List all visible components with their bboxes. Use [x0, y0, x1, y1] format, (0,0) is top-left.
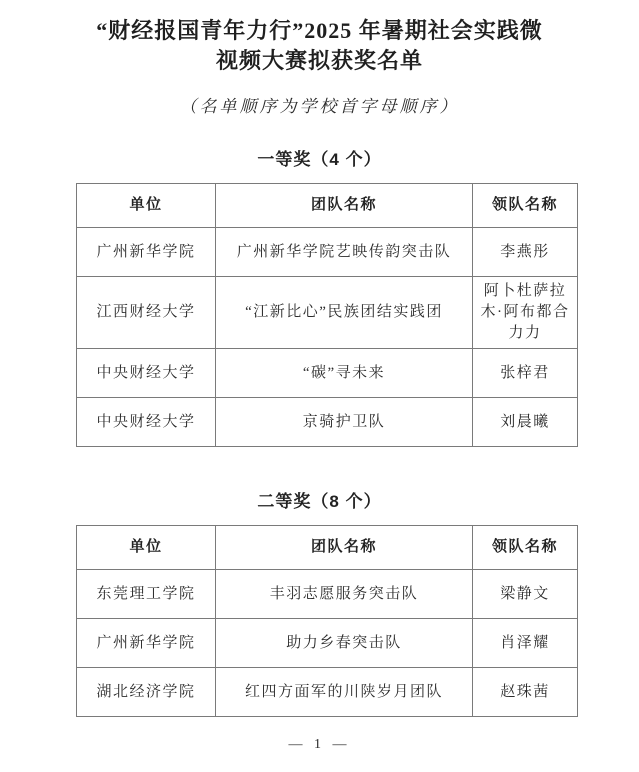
- second-prize-table: [76, 525, 578, 717]
- document-subtitle: （名单顺序为学校首字母顺序）: [179, 97, 460, 116]
- cell-team: 助力乡春突击队: [216, 619, 473, 668]
- document-title-line2: 视频大赛拟获奖名单: [215, 48, 423, 73]
- section-heading-first-prize: 一等奖（4 个）: [257, 150, 382, 169]
- cell-leader: 梁静文: [473, 570, 578, 619]
- table-header-row: [77, 526, 578, 570]
- cell-team: 京骑护卫队: [216, 398, 473, 447]
- table-header-row: [77, 184, 578, 228]
- table-row: [77, 228, 578, 277]
- table-row: [77, 570, 578, 619]
- page-number: — 1 —: [288, 737, 351, 752]
- cell-team: 丰羽志愿服务突击队: [216, 570, 473, 619]
- table-row: [77, 349, 578, 398]
- cell-leader: 李燕彤: [473, 228, 578, 277]
- cell-unit: 湖北经济学院: [77, 668, 216, 717]
- table-row: [77, 668, 578, 717]
- first-prize-table: [76, 183, 578, 447]
- cell-leader: 张梓君: [473, 349, 578, 398]
- header-cell-unit: 单位: [77, 184, 216, 228]
- cell-team: “江新比心”民族团结实践团: [216, 277, 473, 349]
- cell-leader: 肖泽耀: [473, 619, 578, 668]
- cell-unit: 广州新华学院: [77, 228, 216, 277]
- cell-team: 红四方面军的川陕岁月团队: [216, 668, 473, 717]
- header-cell-team: 团队名称: [216, 526, 473, 570]
- table-row: [77, 398, 578, 447]
- table-row: [77, 277, 578, 349]
- document-title: [0, 16, 639, 76]
- cell-unit: 中央财经大学: [77, 349, 216, 398]
- section-heading-second-prize: 二等奖（8 个）: [257, 492, 382, 511]
- cell-unit: 江西财经大学: [77, 277, 216, 349]
- document-title-line1: “财经报国青年力行”2025 年暑期社会实践微: [96, 18, 543, 43]
- cell-leader: 刘晨曦: [473, 398, 578, 447]
- header-cell-leader: 领队名称: [473, 184, 578, 228]
- cell-unit: 东莞理工学院: [77, 570, 216, 619]
- header-cell-leader: 领队名称: [473, 526, 578, 570]
- header-cell-unit: 单位: [77, 526, 216, 570]
- cell-unit: 广州新华学院: [77, 619, 216, 668]
- cell-unit: 中央财经大学: [77, 398, 216, 447]
- cell-team: “碳”寻未来: [216, 349, 473, 398]
- cell-leader: 阿卜杜萨拉木·阿布都合力力: [473, 277, 578, 349]
- header-cell-team: 团队名称: [216, 184, 473, 228]
- cell-leader: 赵珠茜: [473, 668, 578, 717]
- table-row: [77, 619, 578, 668]
- cell-team: 广州新华学院艺映传韵突击队: [216, 228, 473, 277]
